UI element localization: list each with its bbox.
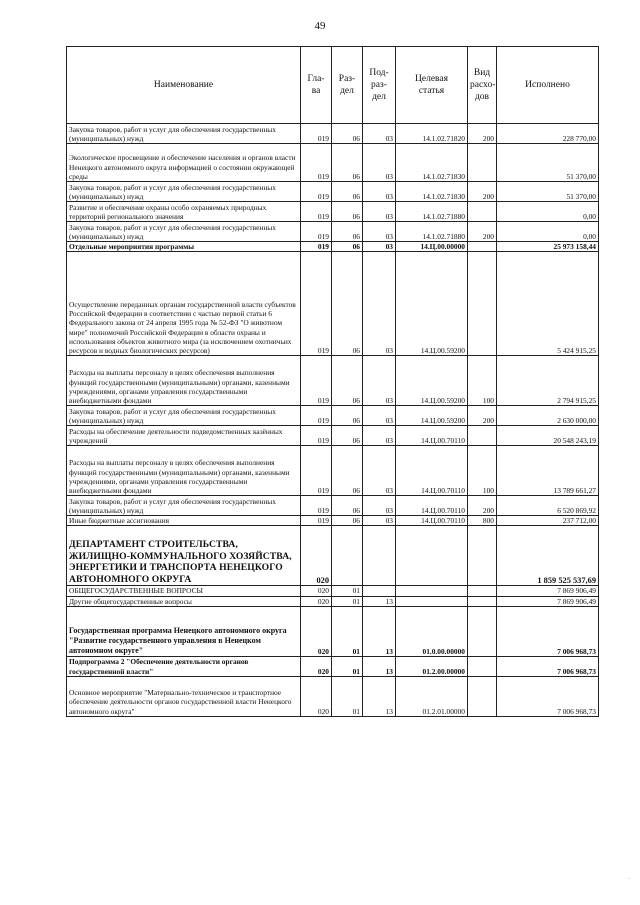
cell-executed: 228 770,00 bbox=[497, 124, 599, 144]
cell-executed: 237 712,00 bbox=[497, 516, 599, 526]
cell-glava: 019 bbox=[301, 516, 332, 526]
cell-target: 14.Ц.00.59200 bbox=[396, 406, 468, 426]
header-executed: Исполнено bbox=[497, 47, 599, 124]
table-row bbox=[67, 202, 599, 222]
table-row bbox=[67, 676, 599, 716]
cell-glava: 019 bbox=[301, 182, 332, 202]
budget-table bbox=[66, 46, 599, 717]
cell-target: 14.1.02.71820 bbox=[396, 124, 468, 144]
cell-razdel: 06 bbox=[332, 202, 363, 222]
cell-razdel: 06 bbox=[332, 222, 363, 242]
cell-razdel: 06 bbox=[332, 242, 363, 252]
cell-expense-type: 100 bbox=[468, 446, 497, 496]
cell-name: Закупка товаров, работ и услуг для обеспечения государственных (муниципальных) нужд bbox=[67, 406, 301, 426]
table-row bbox=[67, 222, 599, 242]
header-glava: Гла- ва bbox=[301, 47, 332, 124]
cell-glava: 019 bbox=[301, 426, 332, 446]
cell-executed: 7 006 968,73 bbox=[497, 606, 599, 656]
cell-glava: 019 bbox=[301, 202, 332, 222]
cell-name: Осуществление переданных органам государственной власти субъектов Российской Федерации в соответствии с частью первой статьи 6 Федерального закона от 24 апреля 1995 года № 52-ФЗ "О животном мире" полномочий Российской Федерации в области охраны и использования объектов животного мира (за исключением охотничьих ресурсов и водных биологических ресурсов) bbox=[67, 252, 301, 356]
cell-name: Экологическое просвещение и обеспечение населения и органов власти Ненецкого автономного округа информацией о состоянии окружающей среды bbox=[67, 144, 301, 182]
cell-executed: 7 006 968,73 bbox=[497, 676, 599, 716]
cell-podrazdel: 13 bbox=[363, 596, 396, 606]
cell-glava: 019 bbox=[301, 144, 332, 182]
cell-glava: 020 bbox=[301, 526, 332, 586]
cell-glava: 020 bbox=[301, 656, 332, 676]
cell-name: Другие общегосударственные вопросы bbox=[67, 596, 301, 606]
cell-executed: 0,00 bbox=[497, 222, 599, 242]
header-razdel: Раз- дел bbox=[332, 47, 363, 124]
table-row bbox=[67, 242, 599, 252]
cell-podrazdel: 03 bbox=[363, 124, 396, 144]
header-expense-type: Вид расхо- дов bbox=[468, 47, 497, 124]
cell-name: Закупка товаров, работ и услуг для обеспечения государственных (муниципальных) нужд bbox=[67, 124, 301, 144]
cell-target: 14.Ц.00.59200 bbox=[396, 252, 468, 356]
cell-glava: 019 bbox=[301, 124, 332, 144]
cell-target: 01.2.00.00000 bbox=[396, 656, 468, 676]
cell-podrazdel: 03 bbox=[363, 426, 396, 446]
cell-target bbox=[396, 596, 468, 606]
cell-expense-type: 200 bbox=[468, 222, 497, 242]
cell-glava: 020 bbox=[301, 606, 332, 656]
table-row bbox=[67, 182, 599, 202]
cell-glava: 019 bbox=[301, 446, 332, 496]
scan-mark: · bbox=[628, 876, 630, 882]
cell-razdel: 01 bbox=[332, 596, 363, 606]
header-target: Целевая статья bbox=[396, 47, 468, 124]
cell-target: 14.1.02.71830 bbox=[396, 182, 468, 202]
cell-razdel: 06 bbox=[332, 426, 363, 446]
cell-name: Отдельные мероприятия программы bbox=[67, 242, 301, 252]
table-row bbox=[67, 516, 599, 526]
cell-expense-type: 800 bbox=[468, 516, 497, 526]
cell-podrazdel: 03 bbox=[363, 406, 396, 426]
cell-podrazdel: 13 bbox=[363, 656, 396, 676]
cell-name: ДЕПАРТАМЕНТ СТРОИТЕЛЬСТВА, ЖИЛИЩНО-КОММУНАЛЬНОГО ХОЗЯЙСТВА, ЭНЕРГЕТИКИ И ТРАНСПОРТА НЕНЕЦКОГО АВТОНОМНОГО ОКРУГА bbox=[67, 526, 301, 586]
cell-expense-type: 200 bbox=[468, 124, 497, 144]
cell-podrazdel: 13 bbox=[363, 676, 396, 716]
cell-executed: 20 548 243,19 bbox=[497, 426, 599, 446]
cell-expense-type: 100 bbox=[468, 356, 497, 406]
cell-expense-type bbox=[468, 252, 497, 356]
cell-name: Расходы на выплаты персоналу в целях обеспечения выполнения функций государственными (муниципальными) органами, казенными учреждениями, органами управления государственными внебюджетными фондами bbox=[67, 446, 301, 496]
table-row bbox=[67, 406, 599, 426]
table-row bbox=[67, 446, 599, 496]
cell-executed: 7 869 906,49 bbox=[497, 586, 599, 596]
cell-executed: 51 370,00 bbox=[497, 182, 599, 202]
cell-podrazdel: 03 bbox=[363, 202, 396, 222]
table-row bbox=[67, 586, 599, 596]
cell-target bbox=[396, 526, 468, 586]
cell-razdel: 06 bbox=[332, 124, 363, 144]
cell-expense-type bbox=[468, 526, 497, 586]
cell-executed: 13 789 661,27 bbox=[497, 446, 599, 496]
cell-razdel: 06 bbox=[332, 144, 363, 182]
cell-glava: 019 bbox=[301, 356, 332, 406]
cell-glava: 019 bbox=[301, 222, 332, 242]
cell-expense-type bbox=[468, 426, 497, 446]
cell-name: Закупка товаров, работ и услуг для обеспечения государственных (муниципальных) нужд bbox=[67, 222, 301, 242]
cell-razdel bbox=[332, 526, 363, 586]
cell-expense-type bbox=[468, 596, 497, 606]
cell-name: Иные бюджетные ассигнования bbox=[67, 516, 301, 526]
cell-executed: 2 630 000,00 bbox=[497, 406, 599, 426]
cell-expense-type bbox=[468, 242, 497, 252]
cell-executed: 25 973 158,44 bbox=[497, 242, 599, 252]
cell-glava: 019 bbox=[301, 252, 332, 356]
cell-podrazdel: 03 bbox=[363, 182, 396, 202]
cell-razdel: 06 bbox=[332, 356, 363, 406]
cell-name: Закупка товаров, работ и услуг для обеспечения государственных (муниципальных) нужд bbox=[67, 182, 301, 202]
cell-target bbox=[396, 586, 468, 596]
cell-razdel: 01 bbox=[332, 656, 363, 676]
cell-glava: 020 bbox=[301, 586, 332, 596]
cell-expense-type: 200 bbox=[468, 496, 497, 516]
cell-expense-type: 200 bbox=[468, 182, 497, 202]
cell-target: 01.0.00.00000 bbox=[396, 606, 468, 656]
header-row bbox=[67, 47, 599, 124]
table-row bbox=[67, 426, 599, 446]
cell-target: 01.2.01.00000 bbox=[396, 676, 468, 716]
cell-target: 14.Ц.00.59200 bbox=[396, 356, 468, 406]
cell-podrazdel: 03 bbox=[363, 356, 396, 406]
page-number: 49 bbox=[314, 20, 326, 32]
cell-expense-type: 200 bbox=[468, 406, 497, 426]
cell-razdel: 06 bbox=[332, 406, 363, 426]
table-row bbox=[67, 596, 599, 606]
cell-target: 14.1.02.71880 bbox=[396, 222, 468, 242]
cell-name: Подпрограмма 2 "Обеспечение деятельности органов государственной власти" bbox=[67, 656, 301, 676]
cell-target: 14.1.02.71880 bbox=[396, 202, 468, 222]
cell-expense-type bbox=[468, 202, 497, 222]
table-row bbox=[67, 144, 599, 182]
cell-glava: 019 bbox=[301, 242, 332, 252]
cell-glava: 020 bbox=[301, 596, 332, 606]
cell-executed: 0,00 bbox=[497, 202, 599, 222]
cell-glava: 020 bbox=[301, 676, 332, 716]
table-row bbox=[67, 496, 599, 516]
cell-podrazdel: 03 bbox=[363, 252, 396, 356]
cell-podrazdel: 03 bbox=[363, 516, 396, 526]
cell-glava: 019 bbox=[301, 496, 332, 516]
cell-name: Закупка товаров, работ и услуг для обеспечения государственных (муниципальных) нужд bbox=[67, 496, 301, 516]
cell-razdel: 06 bbox=[332, 496, 363, 516]
table-row bbox=[67, 606, 599, 656]
cell-name: Основное мероприятие "Материально-техническое и транспортное обеспечение деятельности органов государственной власти Ненецкого автономного округа" bbox=[67, 676, 301, 716]
cell-expense-type bbox=[468, 676, 497, 716]
cell-razdel: 06 bbox=[332, 446, 363, 496]
cell-executed: 51 370,00 bbox=[497, 144, 599, 182]
header-podrazdel: Под- раз- дел bbox=[363, 47, 396, 124]
cell-razdel: 06 bbox=[332, 182, 363, 202]
cell-executed: 7 006 968,73 bbox=[497, 656, 599, 676]
cell-expense-type bbox=[468, 656, 497, 676]
cell-name: Расходы на обеспечение деятельности подведомственных казённых учреждений bbox=[67, 426, 301, 446]
table-body bbox=[67, 124, 599, 717]
cell-podrazdel: 03 bbox=[363, 496, 396, 516]
table-row bbox=[67, 656, 599, 676]
header-name: Наименование bbox=[67, 47, 301, 124]
table-row bbox=[67, 356, 599, 406]
table-row bbox=[67, 252, 599, 356]
cell-razdel: 01 bbox=[332, 586, 363, 596]
cell-executed: 2 794 915,25 bbox=[497, 356, 599, 406]
cell-target: 14.Ц.00.70110 bbox=[396, 516, 468, 526]
cell-name: Расходы на выплаты персоналу в целях обеспечения выполнения функций государственными (муниципальными) органами, казенными учреждениями, органами управления государственными внебюджетными фондами bbox=[67, 356, 301, 406]
cell-name: ОБЩЕГОСУДАРСТВЕННЫЕ ВОПРОСЫ bbox=[67, 586, 301, 596]
cell-podrazdel: 03 bbox=[363, 242, 396, 252]
cell-expense-type bbox=[468, 144, 497, 182]
cell-target: 14.Ц.00.00000 bbox=[396, 242, 468, 252]
cell-razdel: 01 bbox=[332, 606, 363, 656]
table-row bbox=[67, 124, 599, 144]
cell-razdel: 01 bbox=[332, 676, 363, 716]
cell-podrazdel bbox=[363, 526, 396, 586]
cell-podrazdel: 13 bbox=[363, 606, 396, 656]
cell-glava: 019 bbox=[301, 406, 332, 426]
cell-podrazdel: 03 bbox=[363, 222, 396, 242]
cell-podrazdel: 03 bbox=[363, 144, 396, 182]
cell-razdel: 06 bbox=[332, 252, 363, 356]
cell-expense-type bbox=[468, 586, 497, 596]
cell-target: 14.Ц.00.70110 bbox=[396, 446, 468, 496]
cell-executed: 6 520 869,92 bbox=[497, 496, 599, 516]
cell-executed: 1 859 525 537,69 bbox=[497, 526, 599, 586]
cell-name: Государственная программа Ненецкого автономного округа "Развитие государственного управления в Ненецком автономном округе" bbox=[67, 606, 301, 656]
cell-target: 14.1.02.71830 bbox=[396, 144, 468, 182]
table-row bbox=[67, 526, 599, 586]
cell-expense-type bbox=[468, 606, 497, 656]
cell-target: 14.Ц.00.70110 bbox=[396, 496, 468, 516]
cell-name: Развитие и обеспечение охраны особо охраняемых природных территорий регионального значения bbox=[67, 202, 301, 222]
cell-razdel: 06 bbox=[332, 516, 363, 526]
cell-executed: 7 869 906,49 bbox=[497, 596, 599, 606]
cell-target: 14.Ц.00.70110 bbox=[396, 426, 468, 446]
cell-podrazdel: 03 bbox=[363, 446, 396, 496]
cell-executed: 5 424 915,25 bbox=[497, 252, 599, 356]
cell-podrazdel bbox=[363, 586, 396, 596]
